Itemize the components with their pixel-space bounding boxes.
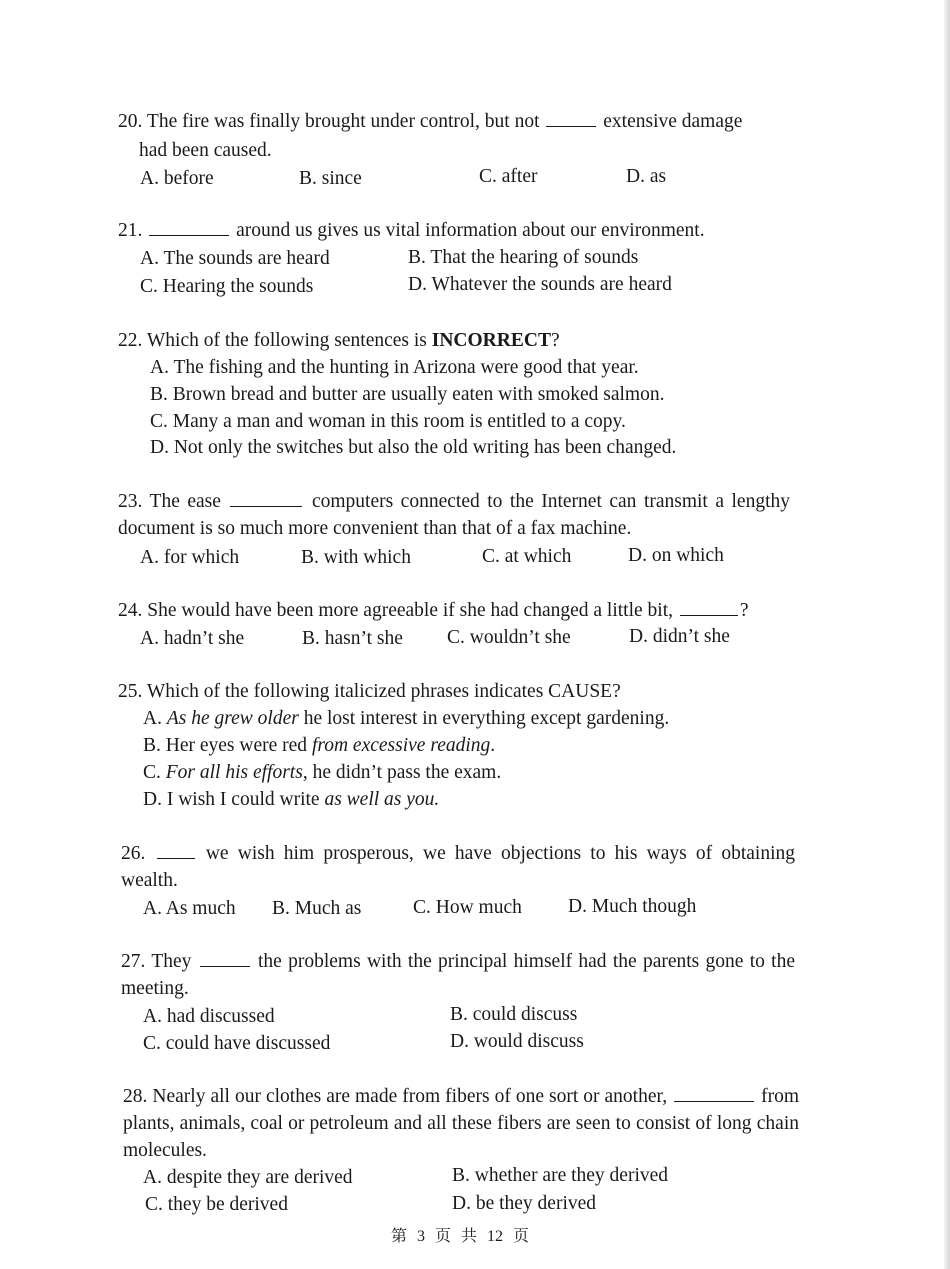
page-edge-shadow (944, 0, 950, 1269)
option-a: A. had discussed (143, 1006, 275, 1027)
option-d: D. on which (628, 545, 724, 566)
option-b: B. That the hearing of sounds (408, 247, 639, 268)
question-stem-continued: had been caused. (139, 140, 272, 161)
option-b: B. whether are they derived (452, 1165, 669, 1186)
question-stem: 27. They the problems with the principal himself had the parents gone to the meeting. (121, 948, 795, 1002)
option-a: A. despite they are derived (143, 1167, 353, 1188)
option-c: C. could have discussed (143, 1033, 331, 1054)
option-b: B. hasn’t she (302, 628, 403, 649)
option-b: B. Brown bread and butter are usually eaten with smoked salmon. (150, 384, 665, 405)
answer-blank (680, 597, 738, 616)
question-stem: 23. The ease computers connected to the Internet can transmit a lengthy document is so much more convenient than that of a fax machine. (118, 488, 790, 542)
option-d: D. would discuss (450, 1031, 584, 1052)
answer-blank (200, 948, 250, 967)
option-c: C. How much (413, 897, 522, 918)
question-stem: 21. around us gives us vital information about our environment. (118, 217, 798, 244)
option-b: B. could discuss (450, 1004, 578, 1025)
page-number-footer: 第 3 页 共 12 页 (390, 1228, 529, 1245)
question-stem: 26. we wish him prosperous, we have objections to his ways of obtaining wealth. (121, 840, 795, 894)
answer-blank (546, 108, 596, 127)
answer-blank (157, 840, 195, 859)
option-d: D. didn’t she (629, 626, 730, 647)
option-d: D. Much though (568, 896, 697, 917)
question-stem: 24. She would have been more agreeable if she had changed a little bit, ? (118, 597, 798, 624)
answer-blank (230, 488, 302, 507)
option-b: B. Her eyes were red from excessive reading. (143, 735, 496, 756)
question-stem: 22. Which of the following sentences is INCORRECT? (118, 330, 560, 351)
option-a: A. The fishing and the hunting in Arizona were good that year. (150, 357, 639, 378)
question-stem: 28. Nearly all our clothes are made from fibers of one sort or another, from plants, animals, coal or petroleum and all these fibers are seen to consist of long chain molecules. (123, 1083, 799, 1164)
option-a: A. before (140, 168, 214, 189)
option-b: B. since (299, 168, 362, 189)
option-d: D. Not only the switches but also the old writing has been changed. (150, 437, 677, 458)
option-b: B. with which (301, 547, 411, 568)
option-d: D. Whatever the sounds are heard (408, 274, 672, 295)
option-a: A. hadn’t she (140, 628, 245, 649)
option-c: C. For all his efforts, he didn’t pass the exam. (143, 762, 502, 783)
answer-blank (674, 1083, 754, 1102)
question-stem: 25. Which of the following italicized phrases indicates CAUSE? (118, 681, 621, 702)
option-c: C. they be derived (145, 1194, 288, 1215)
option-b: B. Much as (272, 898, 362, 919)
question-stem: 20. The fire was finally brought under control, but not extensive damage (118, 108, 798, 135)
option-c: C. after (479, 166, 538, 187)
option-d: D. be they derived (452, 1193, 597, 1214)
option-c: C. Many a man and woman in this room is entitled to a copy. (150, 411, 626, 432)
answer-blank (149, 217, 229, 236)
option-a: A. for which (140, 547, 240, 568)
option-c: C. wouldn’t she (447, 627, 571, 648)
option-d: D. as (626, 166, 667, 187)
option-a: A. As much (143, 898, 236, 919)
option-a: A. The sounds are heard (140, 248, 330, 269)
option-c: C. at which (482, 546, 572, 567)
option-c: C. Hearing the sounds (140, 276, 314, 297)
option-a: A. As he grew older he lost interest in everything except gardening. (143, 708, 670, 729)
option-d: D. I wish I could write as well as you. (143, 789, 440, 810)
